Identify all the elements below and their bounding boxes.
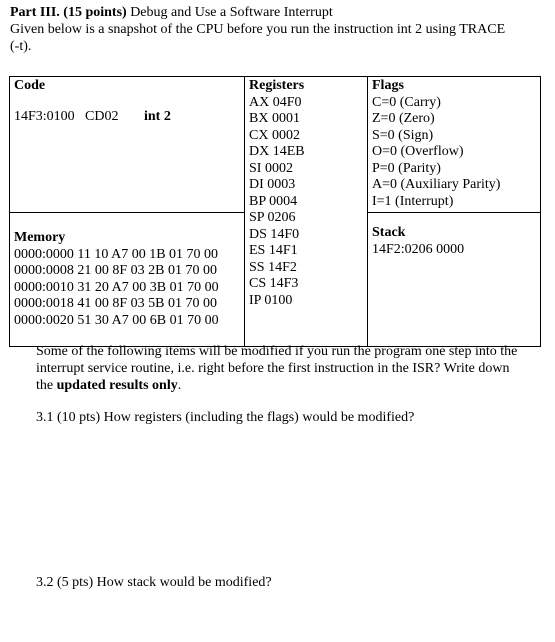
register-sp: SP 0206 [249,210,296,225]
part-title: Debug and Use a Software Interrupt [130,5,333,20]
flag-zero: Z=0 (Zero) [372,111,435,126]
flag-parity: P=0 (Parity) [372,160,441,176]
flags-cell [368,77,541,213]
header-line-1 [10,4,550,21]
memory-row: 0000:0018 41 00 8F 03 5B 01 70 00 [14,296,218,311]
stack-cell [368,213,541,347]
memory-row: 0000:0010 31 20 A7 00 3B 01 70 00 [14,279,219,295]
points-label: (15 points) [63,5,127,20]
header-line-2: Given below is a snapshot of the CPU before you run the instruction int 2 using TRACE [10,22,506,37]
register-cs: CS 14F3 [249,276,299,291]
register-es: ES 14F1 [249,243,298,258]
code-instruction: int 2 [144,109,171,124]
memory-cell [10,213,245,347]
intro-line-2: interrupt service routine, i.e. right before the first instruction in the ISR? Write down [36,361,510,376]
memory-row: 0000:0008 21 00 8F 03 2B 01 70 00 [14,263,218,278]
register-si: SI 0002 [249,160,293,176]
flag-interrupt: I=1 (Interrupt) [372,193,454,209]
memory-row: 0000:0000 11 10 A7 00 1B 01 70 00 [14,246,219,262]
flags-label: Flags [372,78,404,93]
question-3-2: 3.2 (5 pts) How stack would be modified? [36,575,272,590]
intro-line-3-post: . [177,378,182,393]
flag-carry: C=0 (Carry) [372,94,441,110]
register-ax: AX 04F0 [249,94,302,110]
registers-label: Registers [249,78,305,93]
memory-label: Memory [14,230,66,245]
flag-sign: S=0 (Sign) [372,127,434,143]
register-cx: CX 0002 [249,127,300,143]
cpu-snapshot-table [9,76,541,347]
code-label: Code [14,78,46,93]
register-ss: SS 14F2 [249,259,297,275]
intro-line-1: Some of the following items will be modified if you run the program one step into the [36,344,518,359]
stack-label: Stack [372,225,406,240]
register-dx: DX 14EB [249,144,305,159]
memory-row: 0000:0020 51 30 A7 00 6B 01 70 00 [14,312,219,328]
code-address: 14F3:0100 [14,109,75,124]
stack-entry: 14F2:0206 0000 [372,241,465,257]
register-bp: BP 0004 [249,193,298,209]
part-label: Part III. [10,5,60,20]
register-bx: BX 0001 [249,111,300,126]
flag-auxiliary: A=0 (Auxiliary Parity) [372,177,501,192]
register-ip: IP 0100 [249,292,293,308]
header-line-3: (-t). [10,39,32,54]
question-3-1: 3.1 (10 pts) How registers (including the flags) would be modified? [36,410,415,425]
code-opcode: CD02 [85,109,119,124]
flag-overflow: O=0 (Overflow) [372,144,464,159]
intro-line-3 [36,377,536,394]
register-di: DI 0003 [249,177,296,192]
register-ds: DS 14F0 [249,226,300,242]
registers-cell [245,77,368,347]
code-cell [10,77,245,213]
intro-line-3-pre: the [36,378,54,393]
question-intro [36,343,536,394]
updated-results-emphasis: updated results only [56,378,178,393]
question-header [10,4,550,55]
